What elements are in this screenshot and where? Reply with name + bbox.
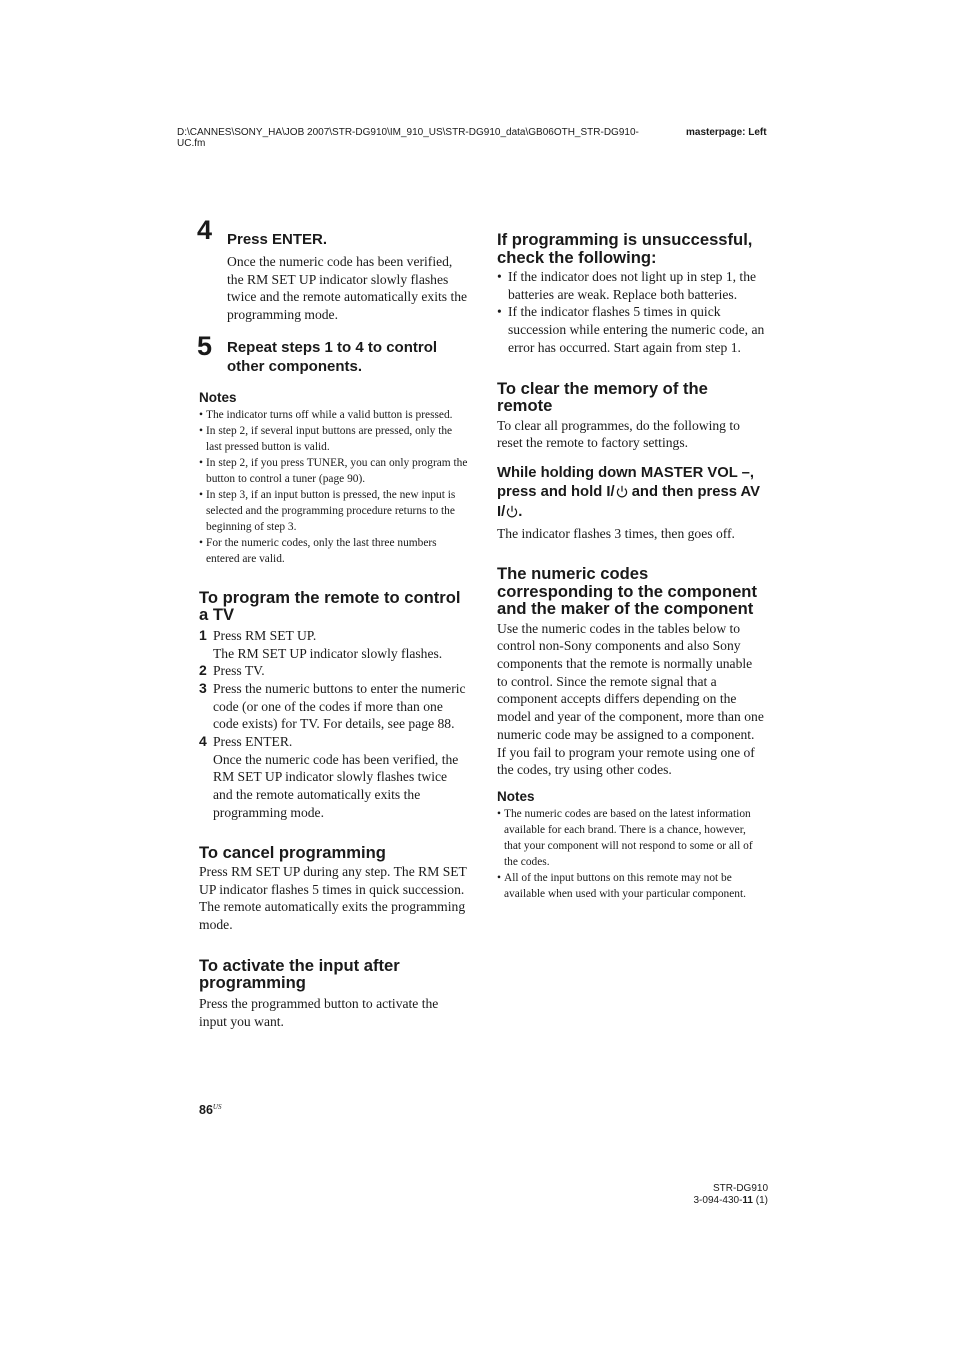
page-number	[199, 1103, 221, 1117]
section-heading: To program the remote to control a TV	[199, 587, 461, 625]
notes-list	[497, 806, 765, 902]
note-item: • For the numeric codes, only the last three numbers entered are valid.	[199, 535, 469, 567]
item-text: Press TV.	[213, 663, 265, 679]
section-text: To clear all programmes, do the following to reset the remote to factory settings.	[497, 417, 740, 451]
page-number-value: 86	[199, 1103, 213, 1118]
step-title: Repeat steps 1 to 4 to control other components.	[227, 338, 438, 375]
note-item: • All of the input buttons on this remote may not be available when used with your particular component.	[497, 870, 765, 902]
code-prefix: 3-094-430-	[693, 1195, 743, 1206]
step-number: 5	[197, 330, 213, 361]
unsuccessful-section	[497, 231, 765, 357]
section-text: Press RM SET UP during any step. The RM SET UP indicator flashes 5 times in quick succession. The remote automatically exits the programming mode.	[199, 864, 467, 933]
clear-section	[497, 380, 765, 544]
list-item	[199, 680, 469, 733]
right-column	[497, 231, 765, 902]
unsuccessful-list	[497, 268, 765, 357]
footer-model-info	[683, 1183, 768, 1207]
activate-section	[199, 957, 469, 1030]
program-tv-section	[199, 589, 469, 822]
clear-instruction	[497, 464, 765, 523]
section-heading: If programming is unsuccessful, check the following:	[497, 230, 753, 267]
item-number: 3	[199, 679, 207, 696]
notes-section	[497, 788, 765, 902]
code-suffix: (1)	[753, 1195, 768, 1206]
note-item: • The indicator turns off while a valid button is pressed.	[199, 407, 469, 423]
instruction-part: While holding down MASTER VOL –, press and hold I/	[497, 464, 755, 501]
section-text: Press the programmed button to activate the input you want.	[199, 995, 439, 1029]
notes-heading: Notes	[497, 788, 535, 804]
notes-list	[199, 407, 469, 567]
note-item: • The numeric codes are based on the latest information available for each brand. There is a chance, however, that your component will not respond to some or all of the codes.	[497, 806, 765, 870]
item-number: 4	[199, 733, 207, 750]
instruction-part: .	[518, 503, 523, 520]
item-subtext: The RM SET UP indicator slowly flashes.	[213, 645, 443, 661]
item-number: 2	[199, 662, 207, 679]
notes-section	[199, 389, 469, 567]
list-item	[199, 733, 469, 822]
step-text: Once the numeric code has been verified, the RM SET UP indicator slowly flashes twice and the remote automatically exits the programming mode.	[227, 254, 468, 323]
header-masterpage: masterpage: Left	[686, 127, 767, 138]
list-item: • If the indicator does not light up in step 1, the batteries are weak. Replace both batteries.	[497, 268, 765, 303]
item-text: Press ENTER.	[213, 734, 293, 750]
note-item: • In step 2, if you press TUNER, you can only program the button to control a tuner (page 90).	[199, 455, 469, 487]
page-number-suffix: US	[212, 1103, 222, 1111]
step-5	[197, 330, 469, 376]
header-file-path: D:\CANNES\SONY_HA\JOB 2007\STR-DG910\IM_910_US\STR-DG910_data\GB06OTH_STR-DG910-UC.fm	[177, 127, 639, 149]
section-heading: To cancel programming	[199, 842, 386, 862]
power-icon	[506, 505, 518, 518]
cancel-section	[199, 844, 469, 934]
list-item	[199, 627, 469, 662]
item-text: Press RM SET UP.	[213, 627, 317, 643]
power-icon	[616, 485, 628, 498]
note-item: • In step 3, if an input button is pressed, the new input is selected and the programming procedure returns to the beginning of step 3.	[199, 487, 469, 535]
step-title: Press ENTER.	[227, 231, 328, 248]
result-text: The indicator flashes 3 times, then goes off.	[497, 526, 735, 542]
item-subtext: Once the numeric code has been verified, the RM SET UP indicator slowly flashes twice and the remote automatically exits the programming mode.	[213, 751, 459, 820]
step-number: 4	[197, 215, 213, 245]
note-item: • In step 2, if several input buttons are pressed, only the last pressed button is valid.	[199, 423, 469, 455]
step-4	[197, 215, 469, 324]
section-heading: The numeric codes corresponding to the component and the maker of the component	[497, 564, 757, 619]
footer-code	[683, 1195, 768, 1207]
section-text: Use the numeric codes in the tables below to control non-Sony components and also Sony components that the remote is normally unable to control. Since the remote signal that a component accepts differs depending on the model and year of the component, more than one numeric code may be assigned to a component. If you fail to program your remote using one of the codes, try using other codes.	[497, 620, 764, 778]
codes-section	[497, 565, 765, 779]
section-heading: To activate the input after programming	[199, 955, 400, 993]
program-tv-steps	[199, 627, 469, 822]
left-column	[197, 215, 469, 1030]
code-bold: 11	[742, 1195, 753, 1206]
item-number: 1	[199, 626, 207, 643]
section-heading: To clear the memory of the remote	[497, 378, 708, 416]
instruction-part: and then press AV I/	[497, 484, 760, 520]
list-item	[199, 662, 469, 680]
footer-model: STR-DG910	[712, 1183, 768, 1194]
notes-heading: Notes	[199, 389, 237, 405]
item-text: Press the numeric buttons to enter the numeric code (or one of the codes if more than one code exists) for TV. For details, see page 88.	[213, 680, 466, 732]
list-item: • If the indicator flashes 5 times in quick succession while entering the numeric code, an error has occurred. Start again from step 1.	[497, 303, 765, 356]
